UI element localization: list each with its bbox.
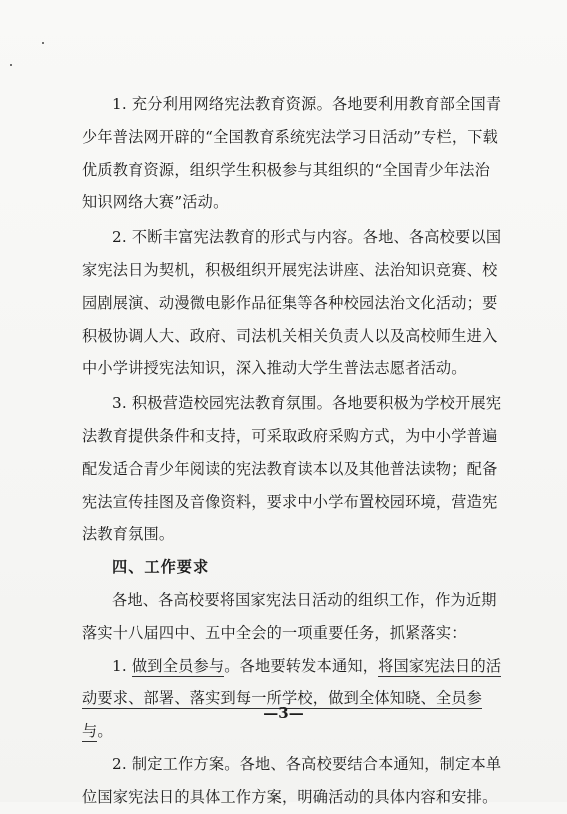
section-intro: 各地、各高校要将国家宪法日活动的组织工作，作为近期落实十八届四中、五中全会的一项重要任务，抓紧落实：	[82, 590, 497, 642]
scan-speck	[42, 42, 44, 44]
paragraph-1: 1. 充分利用网络宪法教育资源。各地要利用教育部全国青少年普法网开辟的“全国教育系统宪法学习日活动”专栏，下载优质教育资源，组织学生积极参与其组织的“全国青少年法治知识网络大赛”活动。	[82, 95, 502, 212]
paragraph-3: 3. 积极营造校园宪法教育氛围。各地要积极为学校开展宪法教育提供条件和支持，可采取政府采购方式，为中小学普遍配发适合青少年阅读的宪法教育读本以及其他普法读物；配备宪法宣传挂图及音像资料，要求中小学布置校园环境，营造宪法教育氛围。	[82, 394, 502, 544]
item-1-end: 。	[97, 722, 113, 741]
item-1-text: 。各地要转发本通知，	[224, 656, 379, 675]
paragraph-2: 2. 不断丰富宪法教育的形式与内容。各地、各高校要以国家宪法日为契机，积极组织开展宪法讲座、法治知识竞赛、校园剧展演、动漫微电影作品征集等各种校园法治文化活动；要积极协调人大、政府、司法机关相关负责人以及高校师生进入中小学讲授宪法知识，深入推动大学生普法志愿者活动。	[82, 228, 502, 378]
requirement-item-1	[82, 650, 502, 748]
handwritten-underline-2: 将国家宪法日的活动要求、部署、落实到每一所学校，做到全体知晓、全员参与	[82, 656, 502, 741]
section-heading: 四、工作要求	[112, 558, 210, 577]
requirement-item-2: 2. 制定工作方案。各地、各高校要结合本通知，制定本单位国家宪法日的具体工作方案，明确活动的具体内容和安排。	[82, 754, 502, 806]
scan-speck	[10, 64, 12, 66]
page-number: —3—	[263, 704, 304, 722]
item-1-prefix: 1.	[112, 656, 132, 675]
handwritten-underline-1: 做到全员参与	[131, 656, 225, 675]
